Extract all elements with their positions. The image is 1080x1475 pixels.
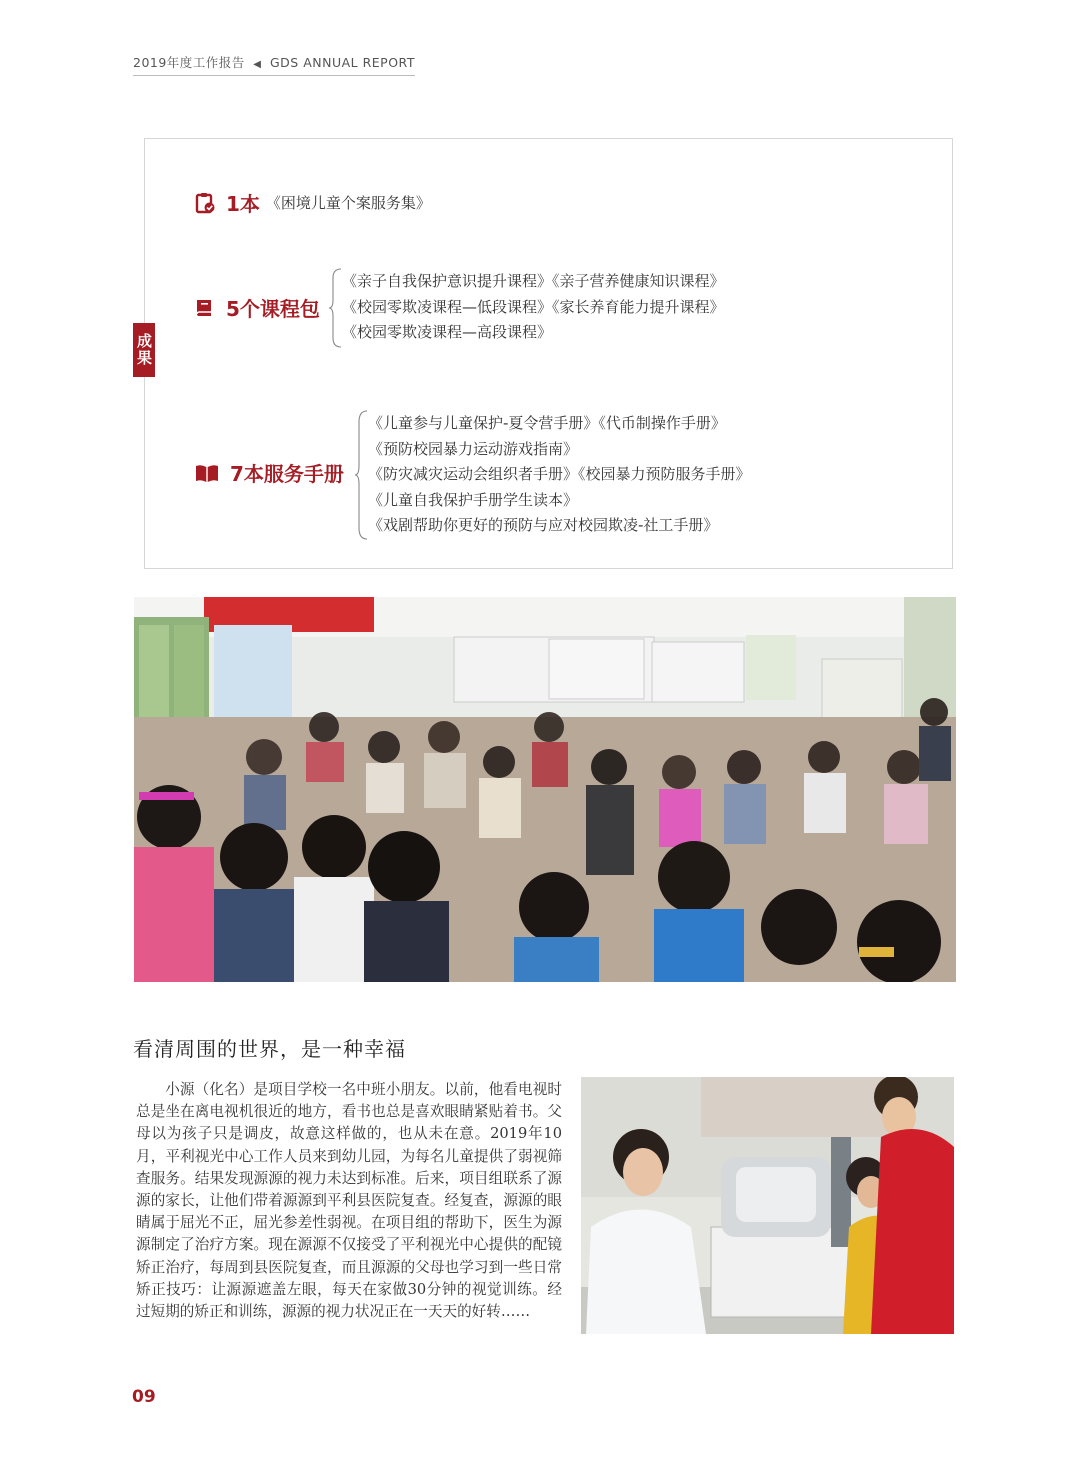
- book-icon: [194, 297, 216, 319]
- courses-heading: [194, 293, 320, 322]
- manuals-item: 《戏剧帮助你更好的预防与应对校园欺凌-社工手册》: [368, 516, 719, 534]
- manuals-item: 《预防校园暴力运动游戏指南》: [368, 439, 579, 458]
- manuals-item: 《防灾减灾运动会组织者手册》《校园暴力预防服务手册》: [368, 465, 751, 483]
- manuals-item: 《儿童自我保护手册学生读本》: [368, 490, 579, 509]
- group-meeting-photo: [134, 597, 956, 982]
- running-header: [133, 53, 415, 76]
- page-number: 09: [132, 1387, 156, 1407]
- courses-item: 《校园零欺凌课程—低段课程》《家长养育能力提升课程》: [342, 297, 725, 316]
- collection-heading: [194, 188, 431, 217]
- courses-list: [342, 269, 725, 346]
- manuals-brace: [354, 410, 368, 540]
- story-paragraph: 小源（化名）是项目学校一名中班小朋友。以前，他看电视时总是坐在离电视机很近的地方，看书也总是喜欢眼睛紧贴着书。父母以为孩子只是调皮，故意这样做的，也从未在意。2019年10月，平利视光中心工作人员来到幼儿园，为每名儿童提供了弱视筛查服务。结果发现源源的视力未达到标准。后来，项目组联系了源源的家长，让他们带着源源到平利县医院复查。经复查，源源的眼睛属于屈光不正，屈光参差性弱视。在项目组的帮助下，医生为源源制定了治疗方案。现在源源不仅接受了平利视光中心提供的配镜矫正治疗，每周到县医院复查，而且源源的父母也学习到一些日常矫正技巧：让源源遮盖左眼，每天在家做30分钟的视觉训练。经过短期的矫正和训练，源源的视力状况正在一天天的好转……: [136, 1081, 562, 1321]
- open-book-icon: [194, 462, 220, 484]
- manuals-list: [368, 411, 751, 539]
- results-tab: 成果: [133, 323, 155, 377]
- collection-title: 《困境儿童个案服务集》: [265, 194, 431, 212]
- header-english-title: GDS ANNUAL REPORT: [269, 55, 415, 70]
- clipboard-check-icon: [194, 192, 216, 214]
- header-report-title: 2019年度工作报告: [133, 55, 245, 70]
- courses-item: 《校园零欺凌课程—高段课程》: [342, 323, 553, 341]
- triangle-left-icon: ◀: [253, 59, 262, 70]
- courses-count: 5个课程包: [226, 297, 320, 321]
- manuals-count: 7本服务手册: [230, 462, 344, 486]
- collection-count: 1本: [226, 192, 260, 216]
- story-body: [136, 1079, 562, 1323]
- courses-brace: [328, 268, 342, 348]
- eye-exam-photo: [581, 1077, 954, 1334]
- manuals-heading: [194, 458, 344, 487]
- story-title: 看清周围的世界，是一种幸福: [133, 1037, 406, 1061]
- manuals-item: 《儿童参与儿童保护-夏令营手册》《代币制操作手册》: [368, 414, 726, 432]
- courses-item: 《亲子自我保护意识提升课程》《亲子营养健康知识课程》: [342, 272, 725, 290]
